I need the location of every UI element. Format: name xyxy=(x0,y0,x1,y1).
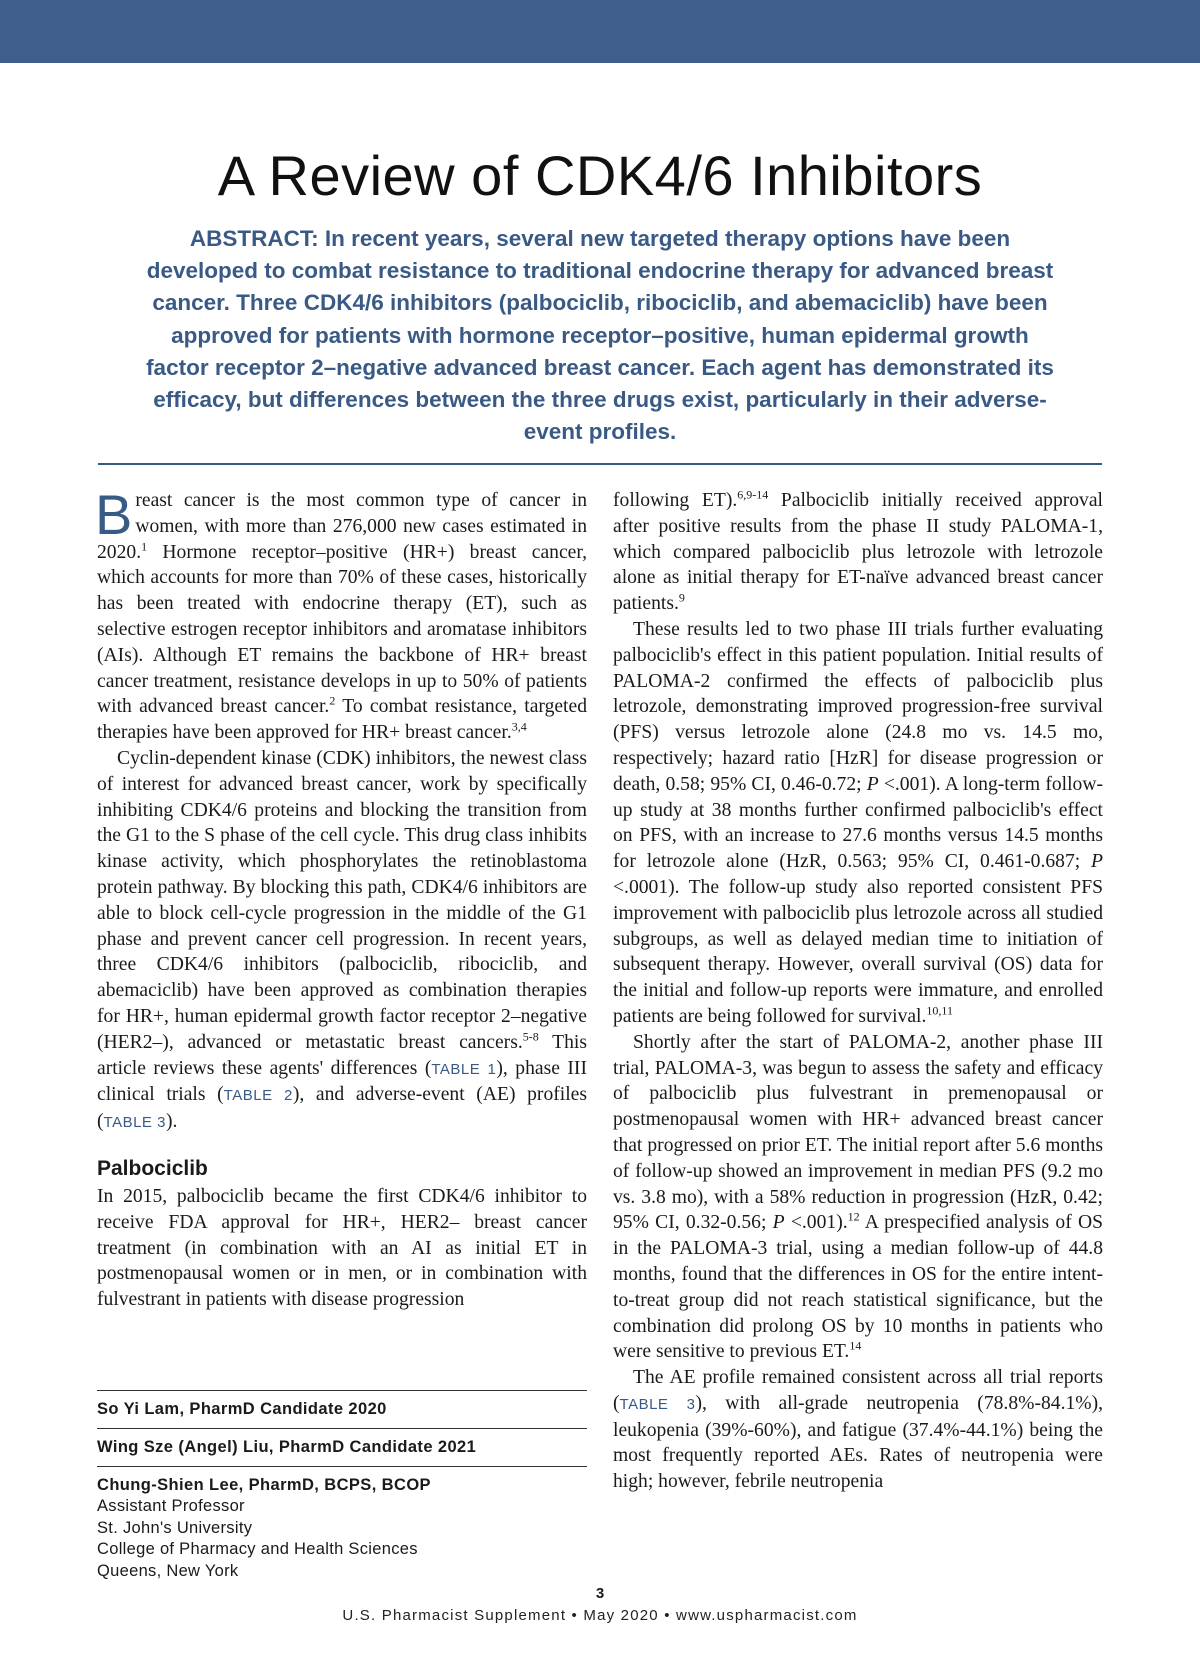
drop-cap: B xyxy=(95,483,133,546)
paragraph-intro: Breast cancer is the most common type of cancer in women, with more than 276,000 new cases estimated in 2020.$^1$ Hormone receptor–positive (HR+) breast cancer, which accounts for more than 70% of these cases, historically has been treated with endocrine therapy (ET), such as selective estrogen receptor inhibitors and aromatase inhibitors (AIs). Although ET remains the backbone of HR+ breast cancer treatment, resistance develops in up to 50% of patients with advanced breast cancer.$^2$ To combat resistance, targeted therapies have been approved for HR+ breast cancer.$^{3,4}$ xyxy=(95,483,587,744)
header-bar xyxy=(0,0,1200,63)
abstract-divider xyxy=(98,463,1102,465)
section-heading-palbociclib: Palbociclib xyxy=(97,1156,208,1180)
right-column xyxy=(613,488,1103,1495)
article-title: A Review of CDK4/6 Inhibitors xyxy=(217,144,983,207)
author-box xyxy=(97,1390,587,1590)
paragraph-paloma2: These results led to two phase III trials further evaluating palbociclib's effect in this patient population. Initial results of PALOMA-2 confirmed the effects of palbociclib plus letrozole, demonstrating improved progression-free survival (PFS) versus letrozole alone (24.8 mo vs. 14.5 mo, respectively; hazard ratio [HzR] for disease progression or death, 0.58; 95% CI, 0.46-0.72; P <.001). A long-term follow-up study at 38 months further confirmed palbociclib's effect on PFS, with an increase to 27.6 months versus 14.5 months for letrozole alone (HzR, 0.563; 95% CI, 0.461-0.687; P <.0001). The follow-up study also reported consistent PFS improvement with palbociclib plus letrozole across all studied subgroups, as well as delayed median time to initiation of subsequent therapy. However, overall survival (OS) data for the initial and follow-up reports were immature, and enrolled patients are being followed for survival.$^{10,11}$ xyxy=(613,618,1103,1027)
citation: 10,11 xyxy=(926,1003,953,1018)
paragraph-paloma1: following ET).$^{6,9-14}$ Palbociclib initially received approval after positive results from the phase II study PALOMA-1, which compared palbociclib plus letrozole with letrozole alone as initial therapy for ET-naïve advanced breast cancer patients.$^9$ xyxy=(613,487,1103,615)
page-number: 3 xyxy=(595,1585,605,1602)
author-2 xyxy=(97,1428,587,1466)
author-name: Chung-Shien Lee, PharmD, BCPS, BCOP xyxy=(97,1476,431,1494)
citation: 14 xyxy=(849,1338,862,1353)
author-location: Queens, New York xyxy=(97,1561,239,1580)
abstract: ABSTRACT: In recent years, several new targeted therapy options have been developed to combat resistance to traditional endocrine therapy for advanced breast cancer. Three CDK4/6 inhibitors (palbociclib, ribociclib, and abemaciclib) have been approved for patients with hormone receptor–positive, human epidermal growth factor receptor 2–negative advanced breast cancer. Each agent has demonstrated its efficacy, but differences between the three drugs exist, particularly in their adverse-event profiles. xyxy=(146,226,1054,445)
paragraph-cdk: Cyclin-dependent kinase (CDK) inhibitors, the newest class of interest for advanced breast cancer, work by specifically inhibiting CDK4/6 proteins and blocking the transition from the G1 to the S phase of the cell cycle. This drug class inhibits kinase activity, which phosphorylates the retinoblastoma protein pathway. By blocking this path, CDK4/6 inhibitors are able to block cell-cycle progression in the middle of the G1 phase and prevent cancer cell progression. In recent years, three CDK4/6 inhibitors (palbociclib, ribociclib, and abemaciclib) have been approved as combination therapies for HR+, human epidermal growth factor receptor 2–negative (HER2–), advanced or metastatic breast cancers.$^{5-8}$ This article reviews these agents' differences (TABLE 1), phase III clinical trials (TABLE 2), and adverse-event (AE) profiles (TABLE 3). xyxy=(97,747,587,1133)
table-2-link[interactable]: TABLE 2 xyxy=(223,1087,293,1105)
citation: 3,4 xyxy=(511,719,527,734)
author-affiliation: St. John's University xyxy=(97,1518,253,1537)
author-name: So Yi Lam, PharmD Candidate 2020 xyxy=(97,1400,387,1418)
citation: 1 xyxy=(141,539,148,554)
footer: U.S. Pharmacist Supplement • May 2020 • www.uspharmacist.com xyxy=(342,1607,858,1624)
citation: 5-8 xyxy=(522,1029,539,1044)
citation: 12 xyxy=(847,1209,860,1224)
citation: 9 xyxy=(678,590,685,605)
table-1-link[interactable]: TABLE 1 xyxy=(431,1060,497,1078)
author-3 xyxy=(97,1466,587,1590)
table-3-link[interactable]: TABLE 3 xyxy=(619,1395,696,1413)
paragraph-ae-profile: The AE profile remained consistent across all trial reports (TABLE 3), with all-grade neutropenia (78.8%-84.1%), leukopenia (39%-60%), and fatigue (37.4%-44.1%) being the most frequently reported AEs. Rates of neutropenia were high; however, febrile neutropenia xyxy=(613,1367,1104,1493)
author-affiliation: College of Pharmacy and Health Sciences xyxy=(97,1540,418,1558)
author-title: Assistant Professor xyxy=(97,1497,245,1515)
paragraph-palbociclib: In 2015, palbociclib became the first CDK4/6 inhibitor to receive FDA approval for HR+, HER2– breast cancer treatment (in combination with an AI as initial ET in postmenopausal women or in men, or in combination with fulvestrant in patients with disease progression xyxy=(97,1185,587,1311)
citation: 6,9-14 xyxy=(737,487,769,502)
left-column xyxy=(95,483,587,1313)
table-3-link[interactable]: TABLE 3 xyxy=(103,1114,166,1132)
paragraph-paloma3: Shortly after the start of PALOMA-2, another phase III trial, PALOMA-3, was begun to assess the safety and efficacy of palbociclib plus fulvestrant in premenopausal or postmenopausal women with HR+ advanced breast cancer that progressed on prior ET. The initial report after 5.6 months of follow-up showed an improvement in median PFS (9.2 mo vs. 3.8 mo), with a 58% reduction in progression (HzR, 0.42; 95% CI, 0.32-0.56; P <.001).$^{12}$ A prespecified analysis of OS in the PALOMA-3 trial, using a median follow-up of 44.8 months, found that the differences in OS for the entire intent-to-treat group did not reach statistical significance, but the combination did prolong OS by 10 months in patients who were sensitive to previous ET.$^{14}$ xyxy=(613,1031,1103,1363)
author-1 xyxy=(97,1390,587,1428)
author-name: Wing Sze (Angel) Liu, PharmD Candidate 2021 xyxy=(97,1438,477,1456)
citation: 2 xyxy=(329,693,336,708)
